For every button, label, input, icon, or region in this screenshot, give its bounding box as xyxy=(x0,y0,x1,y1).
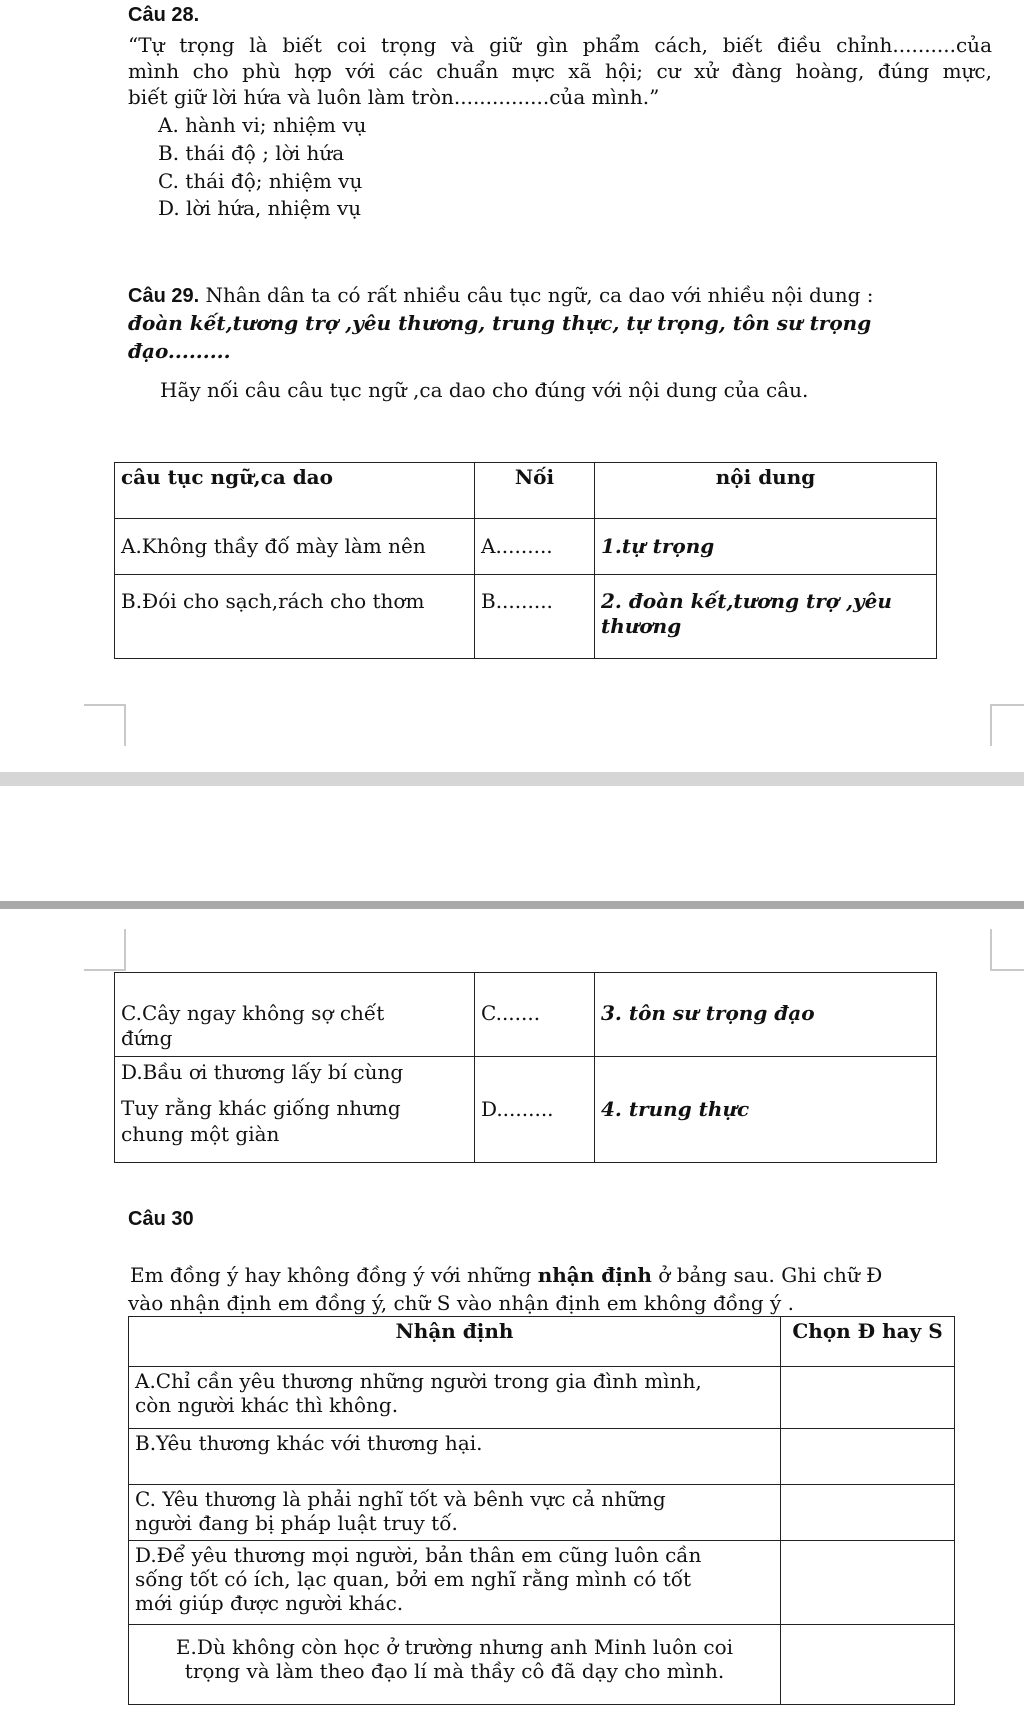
table-row xyxy=(115,973,937,1057)
matching-table-top xyxy=(114,462,937,659)
table-row xyxy=(129,1541,955,1625)
question-29-intro xyxy=(128,282,874,309)
page-separator-dark xyxy=(0,901,1024,909)
question-29-intro-text: Nhân dân ta có rất nhiều câu tục ngữ, ca dao với nhiều nội dung : xyxy=(199,283,874,307)
statement-cell: B.Yêu thương khác với thương hại. xyxy=(129,1429,781,1485)
question-30-instruction-line-1: Em đồng ý hay không đồng ý với những nhận định ở bảng sau. Ghi chữ Đ xyxy=(130,1263,883,1287)
content-cell: 2. đoàn kết,tương trợ ,yêu thương xyxy=(595,575,937,659)
statement-cell: E.Dù không còn học ở trường nhưng anh Minh luôn coi trọng và làm theo đạo lí mà thầy cô đã dạy cho mình. xyxy=(129,1625,781,1705)
choice-answer-cell[interactable] xyxy=(781,1485,955,1541)
matching-table-bottom xyxy=(114,972,937,1163)
proverb-cell: D.Bầu ơi thương lấy bí cùng Tuy rằng khác giống nhưng chung một giàn xyxy=(115,1057,475,1163)
header-match: Nối xyxy=(475,463,595,519)
match-blank[interactable]: B......... xyxy=(475,575,595,659)
agreement-table xyxy=(128,1316,955,1705)
proverb-cell: C.Cây ngay không sợ chết đứng xyxy=(115,973,475,1057)
table-row xyxy=(115,575,937,659)
match-blank[interactable]: C....... xyxy=(475,973,595,1057)
page-corner-mark xyxy=(990,704,1024,746)
question-28-option-d: D. lời hứa, nhiệm vụ xyxy=(158,196,362,220)
question-29-instruction: Hãy nối câu câu tục ngữ ,ca dao cho đúng với nội dung của câu. xyxy=(160,378,809,402)
match-blank[interactable]: D......... xyxy=(475,1057,595,1163)
choice-answer-cell[interactable] xyxy=(781,1367,955,1429)
question-30-instruction-line-2: vào nhận định em đồng ý, chữ S vào nhận định em không đồng ý . xyxy=(128,1291,795,1315)
matching-table-header-row xyxy=(115,463,937,519)
question-29-topics-line-2: đạo......... xyxy=(128,339,231,363)
statement-cell: A.Chỉ cần yêu thương những người trong gia đình mình, còn người khác thì không. xyxy=(129,1367,781,1429)
proverb-cell: B.Đói cho sạch,rách cho thơm xyxy=(115,575,475,659)
question-28-stem-line-1: “Tự trọng là biết coi trọng và giữ gìn phẩm cách, biết điều chỉnh..........của xyxy=(128,33,992,57)
table-row xyxy=(115,519,937,575)
table-row xyxy=(129,1429,955,1485)
agreement-table-header-row xyxy=(129,1317,955,1367)
proverb-cell: A.Không thầy đố mày làm nên xyxy=(115,519,475,575)
content-cell: 4. trung thực xyxy=(595,1057,937,1163)
header-content: nội dung xyxy=(595,463,937,519)
page-corner-mark xyxy=(84,929,126,971)
question-29-heading: Câu 29. xyxy=(128,285,200,307)
table-row xyxy=(129,1625,955,1705)
choice-answer-cell[interactable] xyxy=(781,1541,955,1625)
page-corner-mark xyxy=(84,704,126,746)
header-proverb: câu tục ngữ,ca dao xyxy=(115,463,475,519)
choice-answer-cell[interactable] xyxy=(781,1429,955,1485)
question-28-stem-line-3: biết giữ lời hứa và luôn làm tròn...............của mình.” xyxy=(128,85,660,109)
match-blank[interactable]: A......... xyxy=(475,519,595,575)
question-28-option-a: A. hành vi; nhiệm vụ xyxy=(158,113,367,137)
question-28-option-b: B. thái độ ; lời hứa xyxy=(158,141,345,165)
content-cell: 3. tôn sư trọng đạo xyxy=(595,973,937,1057)
page-corner-mark xyxy=(990,929,1024,971)
header-choice: Chọn Đ hay S xyxy=(781,1317,955,1367)
choice-answer-cell[interactable] xyxy=(781,1625,955,1705)
question-29-topics-line-1: đoàn kết,tương trợ ,yêu thương, trung thực, tự trọng, tôn sư trọng xyxy=(128,311,872,335)
content-cell: 1.tự trọng xyxy=(595,519,937,575)
table-row xyxy=(129,1485,955,1541)
table-row xyxy=(129,1367,955,1429)
table-row xyxy=(115,1057,937,1163)
question-28-heading: Câu 28. xyxy=(128,4,200,26)
question-28-option-c: C. thái độ; nhiệm vụ xyxy=(158,169,363,193)
statement-cell: D.Để yêu thương mọi người, bản thân em cũng luôn cần sống tốt có ích, lạc quan, bởi em nghĩ rằng mình có tốt mới giúp được người khác. xyxy=(129,1541,781,1625)
question-28-stem-line-2: mình cho phù hợp với các chuẩn mực xã hội; cư xử đàng hoàng, đúng mực, xyxy=(128,59,992,83)
header-statement: Nhận định xyxy=(129,1317,781,1367)
question-30-heading: Câu 30 xyxy=(128,1208,194,1230)
statement-cell: C. Yêu thương là phải nghĩ tốt và bênh vực cả những người đang bị pháp luật truy tố. xyxy=(129,1485,781,1541)
page-separator-light xyxy=(0,772,1024,786)
